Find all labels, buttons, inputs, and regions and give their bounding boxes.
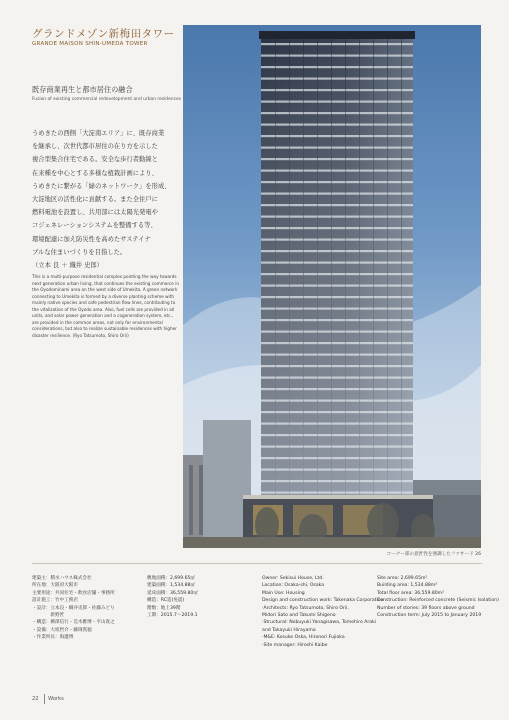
credit-line: ·Architects: Ryo Tatsumoto, Shiro Orii, xyxy=(262,605,349,611)
credit-line: ・設備：大坂哲介・藤岡貫徳 xyxy=(32,627,92,633)
body-line: 大淀地区の活性化に貢献する。また全住戸に xyxy=(32,196,158,204)
credit-line: 構造：RC造(免震) xyxy=(147,598,185,604)
tower-photo xyxy=(183,25,481,548)
credit-line: ・構造：柳澤信行・荒木雅博・平山貴之 xyxy=(32,620,115,626)
credits-japanese-team xyxy=(32,575,115,642)
photo-caption: コーナー部の意匠性を強調したファサード 26 xyxy=(386,552,481,557)
body-line: ブルな住まいづくりを目指した。 xyxy=(32,248,127,256)
credit-line: ·M&E: Kosuke Oska, Hironori Fujioka xyxy=(262,635,345,641)
body-line: the Oyodominami area on the west side of Umekita. A green network xyxy=(32,287,178,292)
page-title: グランドメゾン新梅田タワー xyxy=(32,28,175,40)
folio-divider xyxy=(44,694,45,704)
credit-line: Owner: Sekisui House, Ltd. xyxy=(262,576,324,581)
body-line: コジェネレーションシステムを整備する等、 xyxy=(32,222,157,230)
credits-english-team xyxy=(262,575,383,649)
divider xyxy=(32,563,482,564)
body-line: connecting to Umekita is formed by a diverse planting scheme with xyxy=(32,293,175,299)
credit-line: 建築面積：1,534.88㎡ xyxy=(147,583,196,589)
body-line: を継承し、次世代都市居住の在り方を示した xyxy=(32,143,158,151)
body-line: units, and solar power generation and a cogeneration system, etc., xyxy=(32,313,174,318)
credits-japanese-specs xyxy=(147,575,198,619)
body-line: （立本 良 ＋ 織井 史郎） xyxy=(32,262,103,270)
credit-line: ·Structural: Nobuyuki Yanagisawa, Tomohiro Araki xyxy=(262,620,377,626)
body-line: disaster resilience. (Ryo Tatsumoto, Shiro Orii) xyxy=(32,332,129,338)
credit-line: Design and construction work: Takenaka Corporation xyxy=(262,598,384,604)
credit-line: ・設計：立本良・織井史郎・佐藤みどり xyxy=(32,605,115,611)
body-line: うめきたに繋がる「緑のネットワーク」を形成、 xyxy=(32,182,171,190)
credit-line: 建築主：積水ハウス株式会社 xyxy=(32,576,92,581)
credit-line: 工期：2015.7〜2019.1 xyxy=(147,613,198,619)
credit-line: and Takayuki Hirayama xyxy=(262,627,316,633)
credit-line: 所在地：大阪府大阪市 xyxy=(32,583,78,589)
body-line: うめきたの西側「大淀南エリア」に、既存商業 xyxy=(32,130,165,137)
body-line: next generation urban living, that continues the existing commerce in xyxy=(32,280,180,286)
body-line: 燃料電池を設置し、共用部には太陽光発電や xyxy=(32,209,158,217)
subheading: 既存商業再生と都市居住の融合 xyxy=(32,85,133,94)
credit-line: ·Site manager: Hiroshi Kaibe xyxy=(262,642,328,648)
page-title-english: GRANDE MAISON SHIN-UMEDA TOWER xyxy=(32,41,148,47)
credit-line: ・作業所長：海邊博 xyxy=(32,635,74,641)
body-text-english xyxy=(32,274,182,339)
credit-line: 敷地面積：2,699.65㎡ xyxy=(147,576,196,581)
credit-line: Total floor area: 36,559.80m² xyxy=(377,590,444,596)
credit-line: Main Use: Housing xyxy=(262,590,305,596)
subheading-english: Fusion of existing commercial redevelopment and urban residences xyxy=(32,97,181,102)
credit-line: 設計施工：竹中工務店 xyxy=(32,598,78,604)
body-line: 環境配慮に加え防災性を高めたサステイナ xyxy=(32,235,151,243)
credit-line: Site area: 2,699.65m² xyxy=(377,576,428,581)
page-number: 22 xyxy=(32,696,39,702)
section-label: Works xyxy=(48,696,64,702)
credits-english-specs xyxy=(377,575,499,619)
credit-line: 延床面積：36,559.80㎡ xyxy=(147,590,198,596)
credit-line: 主要用途：共同住宅・飲食店舗・事務所 xyxy=(32,590,115,596)
body-line: are provided in the common areas, not only for environmental xyxy=(32,319,163,325)
body-line: mainly native species and safe pedestrian flow lines, contributing to xyxy=(32,300,176,305)
credit-line: Building area: 1,534.88m² xyxy=(377,583,438,589)
credit-line: 階数：地上39階 xyxy=(147,605,181,611)
body-line: 複合型集合住宅である。安全な歩行者動線と xyxy=(32,156,158,164)
body-line: 在来種を中心とする多様な植栽計画により、 xyxy=(32,169,158,177)
credit-line: 新野匠 xyxy=(32,613,65,619)
credit-line: Location: Osaka-shi, Osaka xyxy=(262,583,325,589)
credit-line: Construction term: July 2015 to January 2019 xyxy=(377,613,482,619)
body-line: This is a multi-purpose residential complex pointing the way towards xyxy=(32,274,177,279)
body-line: the vitalization of the Oyodo area. Also, fuel cells are provided in all xyxy=(32,306,175,312)
tower-illustration xyxy=(183,25,481,548)
credit-line: Midori Sato and Takumi Shigeno xyxy=(262,613,336,619)
credit-line: Number of stories: 39 floors above ground xyxy=(377,605,475,611)
credit-line: Construction: Reinforced concrete (Seismic Isolation) xyxy=(377,598,499,604)
body-line: considerations, but also to realize sustainable residences with higher xyxy=(32,326,177,331)
body-text-japanese xyxy=(32,127,182,272)
